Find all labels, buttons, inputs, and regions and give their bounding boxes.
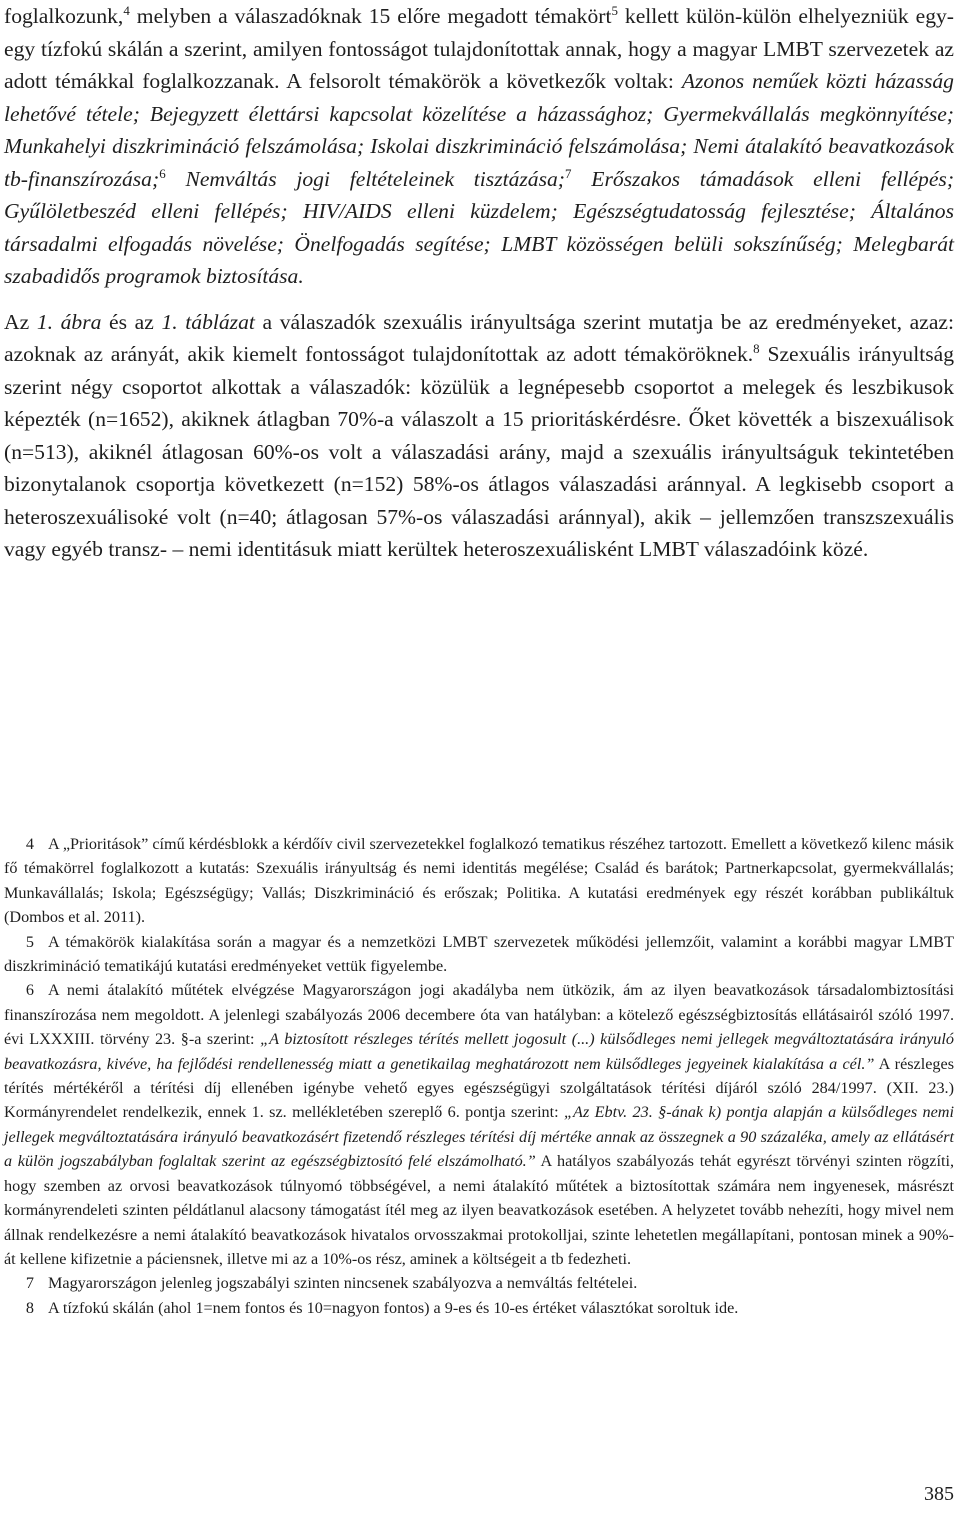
footnote-number: 6 (25, 981, 34, 1000)
footnotes (4, 832, 954, 1320)
footnote-text: A „Prioritások” című kérdésblokk a kérdőív civil szervezetekkel foglalkozó tematikus részéhez tartozott. Emellett a következő kilenc másik fő témakörrel foglalkozott a kutatás: Szexuális irányultság és nemi identitás megélése; Család és barátok; Partnerkapcsolat, gyermekvállalás; Munkavállalás; Iskola; Egészségügy; Vallás; Diszkrimináció és erőszak; Politika. A kutatási eredmények egy részét korábban publikáltuk (Dombos et al. 2011). (4, 835, 954, 927)
text-run: Szexuális irányultság szerint négy csoportot alkottak a válaszadók: közülük a legnépesebb csoportot a melegek és leszbikusok képezték (n=1652), akiknek átlagban 70%-a válaszolt a 15 prioritáskérdésre. Őket követték a biszexuálisok (n=513), akiknél átlagosan 60%-os volt a válaszadási arány, majd a szexuális irányultságuk tekintetében bizonytalanok csoportja következett (n=152) 58%-os átlagos válaszadási aránnyal. A legkisebb csoport a heteroszexuálisoké volt (n=40; átlagosan 57%-os válaszadási aránnyal), akik – jellemzően transzszexuális vagy egyéb transz- – nemi identitásuk miatt kerültek heteroszexuálisként LMBT válaszadóink közé. (4, 342, 954, 561)
footnote-text: A témakörök kialakítása során a magyar és a nemzetközi LMBT szervezetek működési jellemzőit, valamint a korábbi magyar LMBT diszkrimináció tematikájú kutatási eredményeket vettük figyelembe. (4, 932, 954, 976)
text-run: és az (101, 309, 162, 334)
text-run: kellett külön-külön elhelyezniük egy-egy tízfokú skálán a szerint, amilyen fontosságot tulajdonítottak annak, hogy a magyar LMBT szervezetek az adott témákkal foglalkozzanak. A felsorolt témakörök a következők voltak: (4, 4, 954, 93)
footnote-ref-5[interactable]: 5 (611, 2, 618, 18)
footnote-text: Magyarországon jelenleg jogszabályi szinten nincsenek szabályozva a nemváltás feltételei. (48, 1274, 638, 1293)
footnote-ref-4[interactable]: 4 (123, 2, 130, 18)
footnote-4 (4, 832, 954, 930)
paragraph-results (4, 306, 954, 566)
footnote-text: A hatályos szabályozás tehát egyrészt törvényi szinten rögzíti, hogy szemben az orvosi beavatkozások túlnyomó többségével, a nemi átalakító műtétek a biztosítottak számára nem ingyenesek, másrészt kormányrendeleti szinten példátlanul alacsony támogatást ítél meg az ilyen beavatkozások esetében. A helyzetet tovább nehezíti, hogy mivel nem állnak rendelkezésre a nemi átalakító beavatkozások hivatalos orvosszakmai protokolljai, szinte lehetetlen megállapítani, pontosan minek a 90%-át kellene kifizetnie a páciensnek, illetve mi az a 10%-os rész, aminek a költségeit a tb fedezheti. (4, 1152, 955, 1268)
footnote-number: 8 (25, 1298, 34, 1317)
footnote-number: 4 (25, 835, 34, 853)
footnote-7 (4, 1271, 954, 1295)
text-run: melyben a válaszadóknak 15 előre megadott témakört (129, 4, 612, 28)
footnote-quote: „Az Ebtv. 23. §-ának k) pontja alapján a külsődleges nemi jellegek megváltoztatására irányuló beavatkozásért fizetendő részleges térítési díj mértéke annak az összegnek a 90 százaléka, amely az ellátásért a külön jogszabályban foglaltak szerint az egészségbiztosító felé elszámolható.” (4, 1103, 954, 1171)
text-run: Az (4, 309, 37, 334)
paragraph-topics (4, 0, 954, 293)
topic-list-part: Erőszakos támadások elleni fellépés; Gyűlöletbeszéd elleni fellépés; HIV/AIDS elleni küzdelem; Egészségtudatosság fejlesztése; Általános társadalmi elfogadás növelése; Önelfogadás segítése; LMBT közösségen belüli sokszínűség; Melegbarát szabadidős programok biztosítása. (4, 166, 955, 288)
footnote-ref-8[interactable]: 8 (753, 340, 760, 356)
table-reference: 1. táblázat (161, 309, 255, 334)
main-text (4, 0, 954, 566)
footnote-ref-7[interactable]: 7 (565, 165, 572, 181)
topic-list-part: Nemváltás jogi feltételeinek tisztázása; (165, 166, 565, 191)
footnote-6 (4, 978, 954, 1271)
footnote-text: A nemi átalakító műtétek elvégzése Magyarországon jogi akadályba nem ütközik, ám az ilyen beavatkozások társadalombiztosítási finanszírozása nem megoldott. A jelenlegi szabályozás 2006 decembere óta van hatályban: a kötelező egészségbiztosítás ellátásairól szóló 1997. évi LXXXIII. törvény 23. §-a szerint: (4, 981, 954, 1049)
footnote-8 (4, 1296, 954, 1320)
text-run: a válaszadók szexuális irányultsága szerint mutatja be az eredményeket, azaz: azoknak az arányát, akik kiemelt fontosságot tulajdonítottak az adott témaköröknek. (4, 309, 955, 366)
footnote-5 (4, 930, 954, 979)
page-number: 385 (924, 1483, 954, 1505)
footnote-number: 7 (25, 1274, 34, 1293)
text-run: foglalkozunk, (4, 4, 124, 28)
footnote-text: A tízfokú skálán (ahol 1=nem fontos és 10=nagyon fontos) a 9-es és 10-es értéket választókat soroltuk ide. (48, 1298, 739, 1317)
figure-reference: 1. ábra (36, 309, 102, 334)
topic-list-part: Azonos neműek közti házasság lehetővé tétele; Bejegyzett élettársi kapcsolat közelítése a házassághoz; Gyermekvállalás megkönnyítése; Munkahelyi diszkrimináció felszámolása; Iskolai diszkrimináció felszámolása; Nemi átalakító beavatkozások tb-finanszírozása; (4, 69, 954, 191)
footnote-quote: „A biztosított részleges térítés mellett jogosult (...) külsődleges nemi jellegek megváltoztatására irányuló beavatkozásra, kivéve, ha fejlődési rendellenesség miatt a genetikailag meghatározott nem külsődleges jegyeinek kialakítása a cél.” (4, 1030, 954, 1073)
footnote-number: 5 (25, 932, 34, 951)
footnote-ref-6[interactable]: 6 (159, 165, 166, 181)
footnote-text: A részleges térítés mértékéről a térítési díj ellenében igénybe vehető egyes egészségügyi szolgáltatások térítési díjáról szóló 284/1997. (XII. 23.) Kormányrendelet rendelkezik, ennek 1. sz. mellékletében szereplő 6. pontja szerint: (4, 1054, 954, 1122)
